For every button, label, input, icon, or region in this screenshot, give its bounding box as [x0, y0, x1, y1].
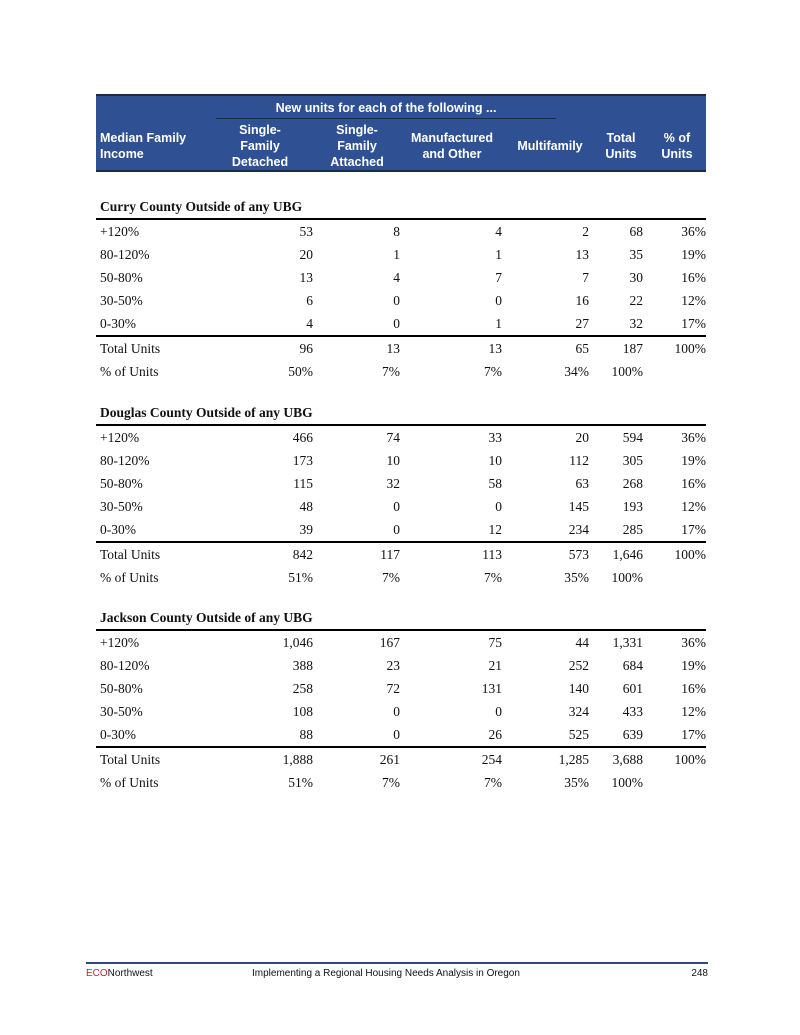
cell-value: 112 [569, 453, 589, 468]
cell-value: 75 [488, 635, 502, 650]
cell-value: 0 [393, 727, 400, 742]
table-row [96, 243, 706, 266]
table-row [96, 631, 706, 654]
cell-value: 17% [681, 316, 706, 331]
cell-value: 74 [386, 430, 400, 445]
table-row [96, 518, 706, 541]
cell-value: 3,688 [612, 752, 643, 767]
cell-value: 7 [495, 270, 502, 285]
cell-value: 140 [568, 681, 589, 696]
cell-value: 0 [393, 499, 400, 514]
cell-value: 72 [386, 681, 400, 696]
table-row [96, 266, 706, 289]
row-label: 80-120% [100, 658, 150, 673]
cell-value: 305 [622, 453, 643, 468]
cell-value: 39 [299, 522, 313, 537]
cell-value: 1 [393, 247, 400, 262]
row-label: 0-30% [100, 522, 136, 537]
cell-value: 0 [393, 316, 400, 331]
cell-value: 684 [622, 658, 643, 673]
row-label: Total Units [100, 547, 161, 562]
cell-value: 173 [292, 453, 313, 468]
cell-value: 100% [674, 341, 706, 356]
percent-row [96, 360, 706, 383]
cell-value: 13 [488, 341, 502, 356]
cell-value: 8 [393, 224, 400, 239]
section-title: Douglas County Outside of any UBG [96, 402, 706, 426]
cell-value: 36% [681, 635, 706, 650]
cell-value: 58 [488, 476, 502, 491]
cell-value: 12% [681, 499, 706, 514]
cell-value: 7 [582, 270, 589, 285]
cell-value: 254 [481, 752, 502, 767]
row-label: 0-30% [100, 727, 136, 742]
row-label: 30-50% [100, 704, 143, 719]
cell-value: 7% [382, 775, 400, 790]
county-section [96, 402, 706, 589]
cell-value: 88 [299, 727, 313, 742]
row-label: % of Units [100, 775, 159, 790]
total-row [96, 541, 706, 566]
brand-rest: Northwest [107, 968, 153, 979]
col-header-income: Median Family Income [100, 131, 187, 161]
cell-value: 234 [568, 522, 589, 537]
footer-title: Implementing a Regional Housing Needs Analysis in Oregon [252, 968, 520, 979]
cell-value: 16% [681, 270, 706, 285]
cell-value: 433 [622, 704, 643, 719]
cell-value: 33 [488, 430, 502, 445]
cell-value: 19% [681, 453, 706, 468]
cell-value: 525 [568, 727, 589, 742]
cell-value: 4 [306, 316, 313, 331]
group-divider [216, 118, 556, 119]
cell-value: 19% [681, 247, 706, 262]
cell-value: 51% [288, 775, 313, 790]
brand-eco: ECO [86, 968, 108, 979]
cell-value: 258 [292, 681, 313, 696]
cell-value: 187 [622, 341, 643, 356]
cell-value: 7% [484, 775, 502, 790]
cell-value: 32 [386, 476, 400, 491]
row-label: Total Units [100, 341, 161, 356]
table-header [96, 94, 706, 172]
cell-value: 65 [575, 341, 589, 356]
row-label: 80-120% [100, 247, 150, 262]
cell-value: 0 [495, 293, 502, 308]
cell-value: 100% [611, 570, 643, 585]
county-section [96, 196, 706, 383]
table-row [96, 495, 706, 518]
col-header-multifamily: Multifamily [517, 139, 583, 153]
cell-value: 115 [293, 476, 313, 491]
cell-value: 30 [629, 270, 643, 285]
cell-value: 35% [564, 775, 589, 790]
col-header-manufactured: Manufactured and Other [411, 131, 493, 161]
cell-value: 4 [495, 224, 502, 239]
table-row [96, 654, 706, 677]
cell-value: 145 [568, 499, 589, 514]
cell-value: 51% [288, 570, 313, 585]
table-row [96, 312, 706, 335]
cell-value: 7% [382, 570, 400, 585]
cell-value: 0 [393, 704, 400, 719]
cell-value: 36% [681, 430, 706, 445]
cell-value: 167 [379, 635, 400, 650]
cell-value: 268 [622, 476, 643, 491]
cell-value: 13 [386, 341, 400, 356]
cell-value: 23 [386, 658, 400, 673]
cell-value: 108 [292, 704, 313, 719]
cell-value: 193 [622, 499, 643, 514]
cell-value: 117 [380, 547, 400, 562]
cell-value: 20 [575, 430, 589, 445]
cell-value: 1,285 [558, 752, 589, 767]
table-row [96, 677, 706, 700]
cell-value: 44 [575, 635, 589, 650]
cell-value: 0 [495, 704, 502, 719]
table-row [96, 220, 706, 243]
page-footer [86, 962, 708, 979]
county-section [96, 607, 706, 794]
col-header-sfa: Single-Family Attached [330, 123, 384, 169]
cell-value: 13 [299, 270, 313, 285]
cell-value: 20 [299, 247, 313, 262]
cell-value: 0 [393, 293, 400, 308]
cell-value: 1 [495, 316, 502, 331]
cell-value: 131 [481, 681, 502, 696]
cell-value: 1 [495, 247, 502, 262]
cell-value: 12% [681, 704, 706, 719]
cell-value: 100% [674, 547, 706, 562]
row-label: 0-30% [100, 316, 136, 331]
cell-value: 21 [488, 658, 502, 673]
cell-value: 594 [622, 430, 643, 445]
cell-value: 100% [611, 364, 643, 379]
cell-value: 10 [386, 453, 400, 468]
cell-value: 7% [382, 364, 400, 379]
table-row [96, 700, 706, 723]
cell-value: 2 [582, 224, 589, 239]
cell-value: 63 [575, 476, 589, 491]
row-label: % of Units [100, 570, 159, 585]
table-row [96, 449, 706, 472]
cell-value: 1,331 [612, 635, 643, 650]
cell-value: 842 [292, 547, 313, 562]
cell-value: 34% [564, 364, 589, 379]
cell-value: 26 [488, 727, 502, 742]
cell-value: 100% [674, 752, 706, 767]
cell-value: 10 [488, 453, 502, 468]
cell-value: 573 [568, 547, 589, 562]
cell-value: 35 [629, 247, 643, 262]
cell-value: 639 [622, 727, 643, 742]
row-label: 30-50% [100, 499, 143, 514]
cell-value: 7% [484, 570, 502, 585]
cell-value: 53 [299, 224, 313, 239]
cell-value: 48 [299, 499, 313, 514]
row-label: 30-50% [100, 293, 143, 308]
page-number: 248 [691, 968, 708, 979]
cell-value: 27 [575, 316, 589, 331]
cell-value: 0 [495, 499, 502, 514]
cell-value: 16% [681, 476, 706, 491]
cell-value: 261 [379, 752, 400, 767]
col-header-total: Total Units [605, 131, 637, 161]
cell-value: 252 [568, 658, 589, 673]
cell-value: 113 [482, 547, 502, 562]
cell-value: 0 [393, 522, 400, 537]
section-title: Jackson County Outside of any UBG [96, 607, 706, 631]
row-label: Total Units [100, 752, 161, 767]
cell-value: 50% [288, 364, 313, 379]
table-row [96, 426, 706, 449]
cell-value: 32 [629, 316, 643, 331]
cell-value: 96 [299, 341, 313, 356]
row-label: +120% [100, 635, 140, 650]
row-label: +120% [100, 430, 140, 445]
total-row [96, 335, 706, 360]
cell-value: 7% [484, 364, 502, 379]
table-row [96, 723, 706, 746]
col-header-sfd: Single-Family Detached [231, 123, 289, 169]
column-group-label: New units for each of the following ... [275, 101, 497, 115]
cell-value: 35% [564, 570, 589, 585]
cell-value: 285 [622, 522, 643, 537]
cell-value: 6 [306, 293, 313, 308]
row-label: 80-120% [100, 453, 150, 468]
cell-value: 388 [292, 658, 313, 673]
cell-value: 100% [611, 775, 643, 790]
cell-value: 324 [568, 704, 589, 719]
cell-value: 601 [622, 681, 643, 696]
cell-value: 1,046 [282, 635, 313, 650]
row-label: 50-80% [100, 270, 143, 285]
col-header-pct: % of Units [661, 131, 693, 161]
cell-value: 36% [681, 224, 706, 239]
table-row [96, 472, 706, 495]
section-title: Curry County Outside of any UBG [96, 196, 706, 220]
cell-value: 12 [488, 522, 502, 537]
row-label: +120% [100, 224, 140, 239]
cell-value: 17% [681, 727, 706, 742]
cell-value: 22 [629, 293, 643, 308]
cell-value: 16 [575, 293, 589, 308]
cell-value: 1,888 [282, 752, 313, 767]
cell-value: 4 [393, 270, 400, 285]
table-row [96, 289, 706, 312]
cell-value: 17% [681, 522, 706, 537]
footer-brand [86, 968, 153, 979]
cell-value: 466 [292, 430, 313, 445]
cell-value: 16% [681, 681, 706, 696]
cell-value: 19% [681, 658, 706, 673]
row-label: 50-80% [100, 681, 143, 696]
total-row [96, 746, 706, 771]
row-label: % of Units [100, 364, 159, 379]
cell-value: 68 [629, 224, 643, 239]
row-label: 50-80% [100, 476, 143, 491]
cell-value: 1,646 [612, 547, 643, 562]
percent-row [96, 771, 706, 794]
cell-value: 13 [575, 247, 589, 262]
cell-value: 12% [681, 293, 706, 308]
percent-row [96, 566, 706, 589]
